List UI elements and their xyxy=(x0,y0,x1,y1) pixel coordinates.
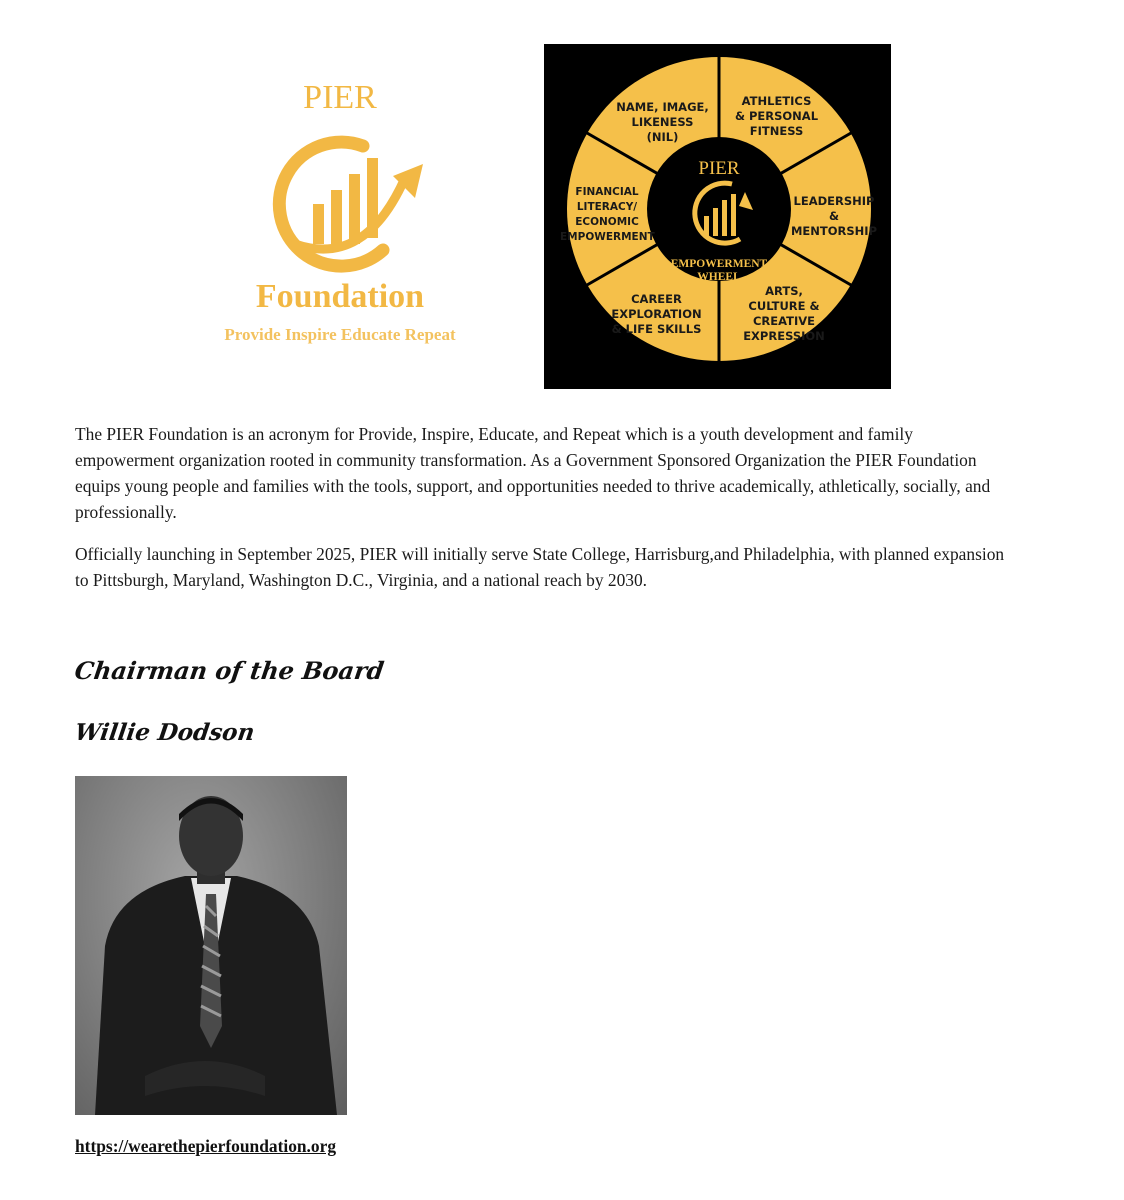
intro-paragraph: The PIER Foundation is an acronym for Provide, Inspire, Educate, and Repeat which is a youth development and family empowerment organization rooted in community transformation. As a Government Sponsored Organization the PIER Foundation equips young people and families with the tools, support, and opportunities needed to thrive academically, athletically, socially, and professionally. xyxy=(75,424,991,522)
launch-paragraph: Officially launching in September 2025, PIER will initially serve State College, Harrisburg,and Philadelphia, with planned expansion to Pittsburgh, Maryland, Washington D.C., Virginia, and a national reach by 2030. xyxy=(75,544,1005,590)
empowerment-wheel xyxy=(544,44,891,389)
growth-chart-icon xyxy=(255,118,435,278)
logo-subtitle: Foundation xyxy=(255,278,425,315)
segment-career: CAREER EXPLORATION & LIFE SKILLS xyxy=(611,292,702,336)
portrait-figure xyxy=(75,776,347,1115)
segment-athletics: ATHLETICS & PERSONAL FITNESS xyxy=(734,94,819,138)
hub-title: PIER xyxy=(698,158,740,179)
pier-foundation-logo xyxy=(200,70,480,360)
segment-leadership: LEADERSHIP & MENTORSHIP xyxy=(790,194,877,238)
chairman-portrait xyxy=(75,776,347,1115)
website-link[interactable]: https://wearethepierfoundation.org xyxy=(75,1136,337,1156)
logo-tagline: Provide Inspire Educate Repeat xyxy=(224,325,456,344)
board-role-heading: Chairman of the Board xyxy=(72,656,386,685)
logo-title: PIER xyxy=(303,79,377,116)
board-member-name: Willie Dodson xyxy=(73,719,257,746)
hub-caption: EMPOWERMENT WHEEL xyxy=(670,258,768,283)
segment-financial: FINANCIAL LITERACY/ ECONOMIC EMPOWERMENT xyxy=(560,186,655,243)
segment-arts: ARTS, CULTURE & CREATIVE EXPRESSION xyxy=(743,284,825,343)
segment-nil: NAME, IMAGE, LIKENESS (NIL) xyxy=(616,100,709,144)
